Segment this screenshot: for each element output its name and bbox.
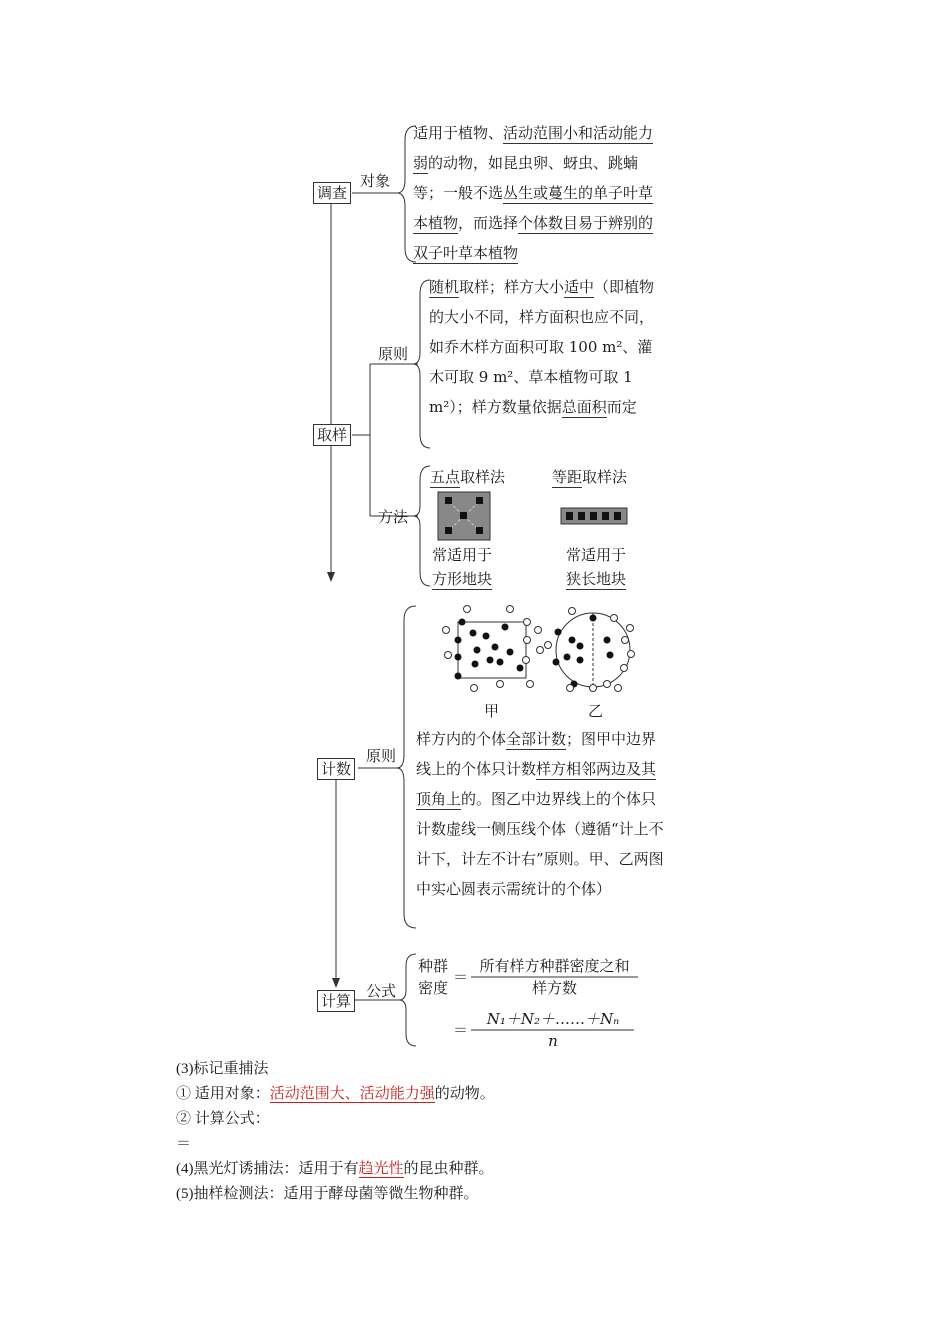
mark-recapture-target: ① 适用对象：活动范围大、活动能力强的动物。 [176,1086,495,1102]
sampling-text-segment: 总面积 [561,398,607,416]
sampling-principle-text [429,272,663,422]
survey-text-segment: 的动物，如昆虫卵、蚜虫、跳蝻等；一般不选 [413,154,639,202]
counting-text-segment: 样方内的个体 [416,730,507,748]
figure-b-label: 乙 [588,702,604,720]
density-label-line1: 种群 [418,957,449,975]
formula-denominator-1: 样方数 [531,979,577,997]
survey-text-segment: 个体数目易于辨别的双子叶草本植物 [413,214,654,262]
survey-text-segment: 活动范围小和活动能力弱 [413,124,654,172]
counting-text-segment: ；图甲中边界线上的个体只计数 [416,730,657,778]
counting-text-segment: 样方相邻两边及其顶角上 [416,760,657,808]
calc-formula-label: 公式 [366,982,397,1000]
sampling-detection-method: (5)抽样检测法：适用于酵母菌等微生物种群。 [176,1186,479,1202]
sampling-text-segment: 而定 [606,398,637,416]
sampling-text-segment: 适中 [564,278,595,296]
formula-numerator-1: 所有样方种群密度之和 [479,957,630,975]
method-five-point-title: 五点取样法 [430,468,506,486]
mark-recapture-formula: ＝ [176,1136,192,1152]
figure-a-label: 甲 [484,702,500,720]
node-survey: 调查 [313,182,351,204]
survey-text-segment: 适用于植物、 [413,124,504,142]
survey-object-text [413,118,663,268]
sampling-principle-label: 原则 [378,345,409,363]
equals-sign-1: ＝ [453,968,469,986]
method1-note2: 方形地块 [432,570,493,588]
sampling-text-segment: （即植物的大小不同，样方面积也应不同，如乔木样方面积可取 100 m²、灌木可取 9 m²、草本植物可取 1 m²）；样方数量依据 [429,278,655,416]
formula-denominator-2: n [548,1032,558,1050]
mark-recapture-formula-label: ② 计算公式： [176,1111,270,1127]
node-sampling: 取样 [313,424,351,446]
counting-principle-text [416,724,668,904]
sampling-method-label: 方法 [378,508,409,526]
mark-recapture-heading: (3)标记重捕法 [176,1061,269,1077]
light-trap-method: (4)黑光灯诱捕法：适用于有趋光性的昆虫种群。 [176,1161,494,1177]
counting-text-segment: 全部计数 [506,730,567,748]
formula-numerator-2: N₁＋N₂＋……＋Nₙ [486,1010,620,1028]
counting-principle-label: 原则 [366,747,397,765]
method2-note2: 狭长地块 [566,570,627,588]
node-counting: 计数 [317,758,355,780]
node-calc: 计算 [317,990,355,1012]
equals-sign-2: ＝ [453,1021,469,1039]
method-equidistant-title: 等距取样法 [552,468,628,486]
method2-note1: 常适用于 [566,546,627,564]
counting-text-segment: 的。图乙中边界线上的个体只计数虚线一侧压线个体（遵循“计上不计下，计左不计右”原则。甲、乙两图中实心圆表示需统计的个体） [416,790,664,898]
density-label-line2: 密度 [418,979,449,997]
method1-note1: 常适用于 [432,546,493,564]
survey-text-segment: ，而选择 [458,214,519,232]
survey-text-segment: 丛生或蔓生的单子叶草本植物 [413,184,654,232]
sampling-text-segment: 随机 [429,278,460,296]
sampling-text-segment: 取样；样方大小 [459,278,565,296]
branch-object-label: 对象 [360,172,391,190]
